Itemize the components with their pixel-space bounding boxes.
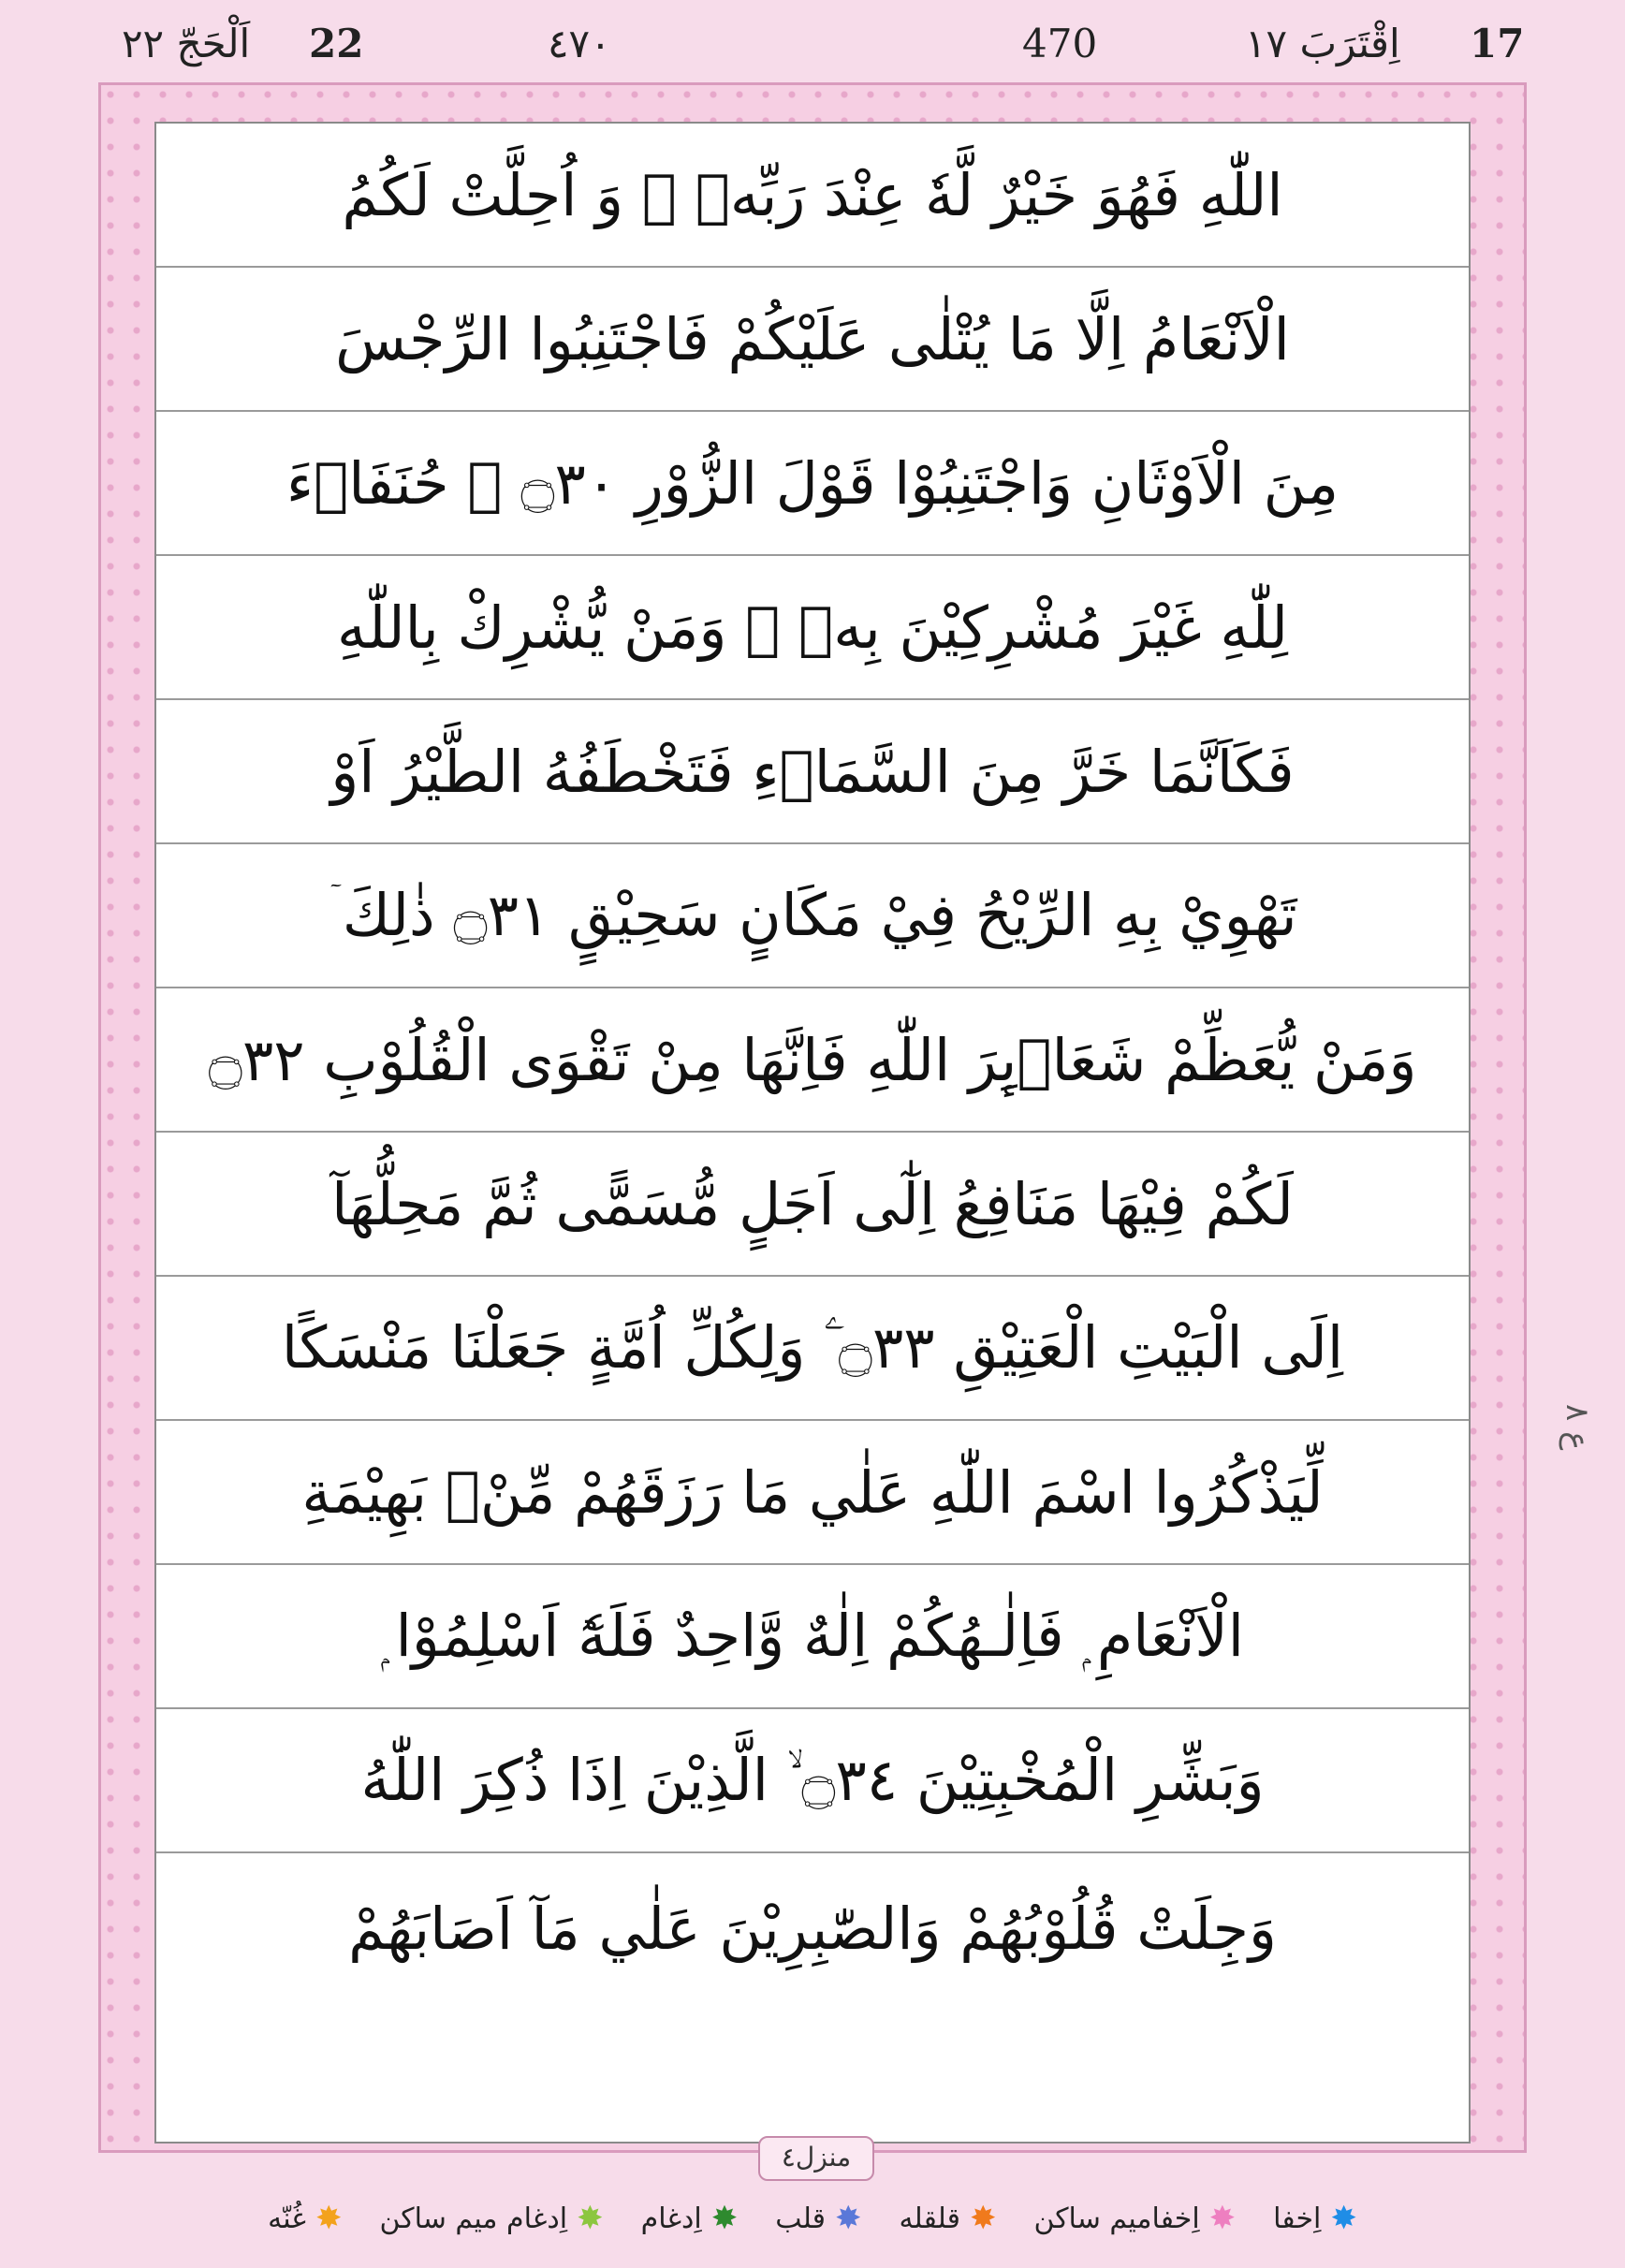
legend-star-icon: ✸ bbox=[1330, 2200, 1357, 2237]
legend-item-qalqala bbox=[899, 2202, 996, 2235]
text-line-9: اِلَى الْبَيْتِ الْعَتِيْقِ ۝٣٣ ۧ وَلِكُلِّ اُمَّةٍ جَعَلْنَا مَنْسَكًا bbox=[156, 1277, 1469, 1421]
text-line-7: وَمَنْ يُّعَظِّمْ شَعَاۗىِٕرَ اللّٰهِ فَاِنَّهَا مِنْ تَقْوَى الْقُلُوْبِ ۝٣٢ bbox=[156, 988, 1469, 1133]
legend-label: اِخفامیم ساکن bbox=[1033, 2202, 1200, 2235]
quran-text-panel bbox=[154, 122, 1471, 2144]
juz-name: اِقْتَرَبَ ١٧ bbox=[1245, 21, 1400, 66]
page-number-arabic: ٤٧٠ bbox=[548, 21, 611, 66]
surah-number: 22 bbox=[309, 21, 364, 66]
text-line-6: تَهْوِيْ بِهِ الرِّيْحُ فِيْ مَكَانٍ سَحِيْقٍ ۝٣١ ذٰلِكَ ۤ bbox=[156, 844, 1469, 988]
text-line-2: الْاَنْعَامُ اِلَّا مَا يُتْلٰى عَلَيْكُمْ فَاجْتَنِبُوا الرِّجْسَ bbox=[156, 268, 1469, 412]
legend-label: غُنّه bbox=[268, 2202, 306, 2235]
legend-item-ikhfa bbox=[1273, 2202, 1357, 2235]
legend-item-qalb bbox=[775, 2202, 861, 2235]
legend-star-icon: ✸ bbox=[1208, 2200, 1237, 2237]
tajweed-legend bbox=[0, 2190, 1625, 2246]
page-number-latin: 470 bbox=[1022, 21, 1098, 66]
text-line-11: الْاَنْعَامِ ۭ فَاِلٰـهُكُمْ اِلٰهٌ وَّاحِدٌ فَلَهٗٓ اَسْلِمُوْا ۭ bbox=[156, 1565, 1469, 1709]
text-line-8: لَكُمْ فِيْهَا مَنَافِعُ اِلٰٓى اَجَلٍ مُّسَمًّى ثُمَّ مَحِلُّهَآ bbox=[156, 1133, 1469, 1277]
page-header bbox=[0, 0, 1625, 82]
legend-label: اِدغام bbox=[640, 2202, 702, 2235]
legend-label: قلب bbox=[775, 2202, 826, 2235]
text-line-1: اللّٰهِ فَهُوَ خَيْرٌ لَّهٗ عِنْدَ رَبِّهٖ ۭ وَ اُحِلَّتْ لَكُمُ bbox=[156, 124, 1469, 268]
legend-item-idgham bbox=[641, 2202, 739, 2235]
surah-name: اَلْحَجّ ٢٢ bbox=[122, 21, 251, 66]
legend-star-icon: ✸ bbox=[315, 2200, 343, 2237]
text-line-3: مِنَ الْاَوْثَانِ وَاجْتَنِبُوْا قَوْلَ الزُّوْرِ ۝٣٠ ۙ حُنَفَاۗءَ bbox=[156, 412, 1469, 556]
text-line-5: فَكَاَنَّمَا خَرَّ مِنَ السَّمَاۗءِ فَتَخْطَفُهُ الطَّيْرُ اَوْ bbox=[156, 700, 1469, 844]
text-line-4: لِلّٰهِ غَيْرَ مُشْرِكِيْنَ بِهٖ ۭ وَمَنْ يُّشْرِكْ بِاللّٰهِ bbox=[156, 556, 1469, 700]
legend-item-ghunna bbox=[268, 2202, 342, 2235]
text-line-12: وَبَشِّرِ الْمُخْبِتِيْنَ ۝٣٤ ۙ الَّذِيْنَ اِذَا ذُكِرَ اللّٰهُ bbox=[156, 1709, 1469, 1853]
legend-label: قلقله bbox=[899, 2202, 960, 2235]
legend-star-icon: ✸ bbox=[710, 2200, 739, 2237]
legend-star-icon: ✸ bbox=[969, 2200, 997, 2237]
legend-item-ikhfa-meem-sakin bbox=[1033, 2202, 1236, 2235]
legend-star-icon: ✸ bbox=[834, 2200, 862, 2237]
legend-item-idgham-meem-sakin bbox=[379, 2202, 603, 2235]
text-line-10: لِّيَذْكُرُوا اسْمَ اللّٰهِ عَلٰي مَا رَزَقَهُمْ مِّنْۢ بَهِيْمَةِ bbox=[156, 1421, 1469, 1565]
ruku-marker: ع ٨ bbox=[1559, 1404, 1596, 1451]
juz-number: 17 bbox=[1470, 21, 1525, 66]
legend-label: اِخفا bbox=[1273, 2202, 1322, 2235]
text-line-13: وَجِلَتْ قُلُوْبُهُمْ وَالصّٰبِرِيْنَ عَلٰي مَآ اَصَابَهُمْ bbox=[348, 1894, 1277, 1963]
legend-label: اِدغام میم ساکن bbox=[379, 2202, 568, 2235]
legend-star-icon: ✸ bbox=[577, 2200, 604, 2237]
manzil-badge: منزل٤ bbox=[758, 2136, 874, 2181]
